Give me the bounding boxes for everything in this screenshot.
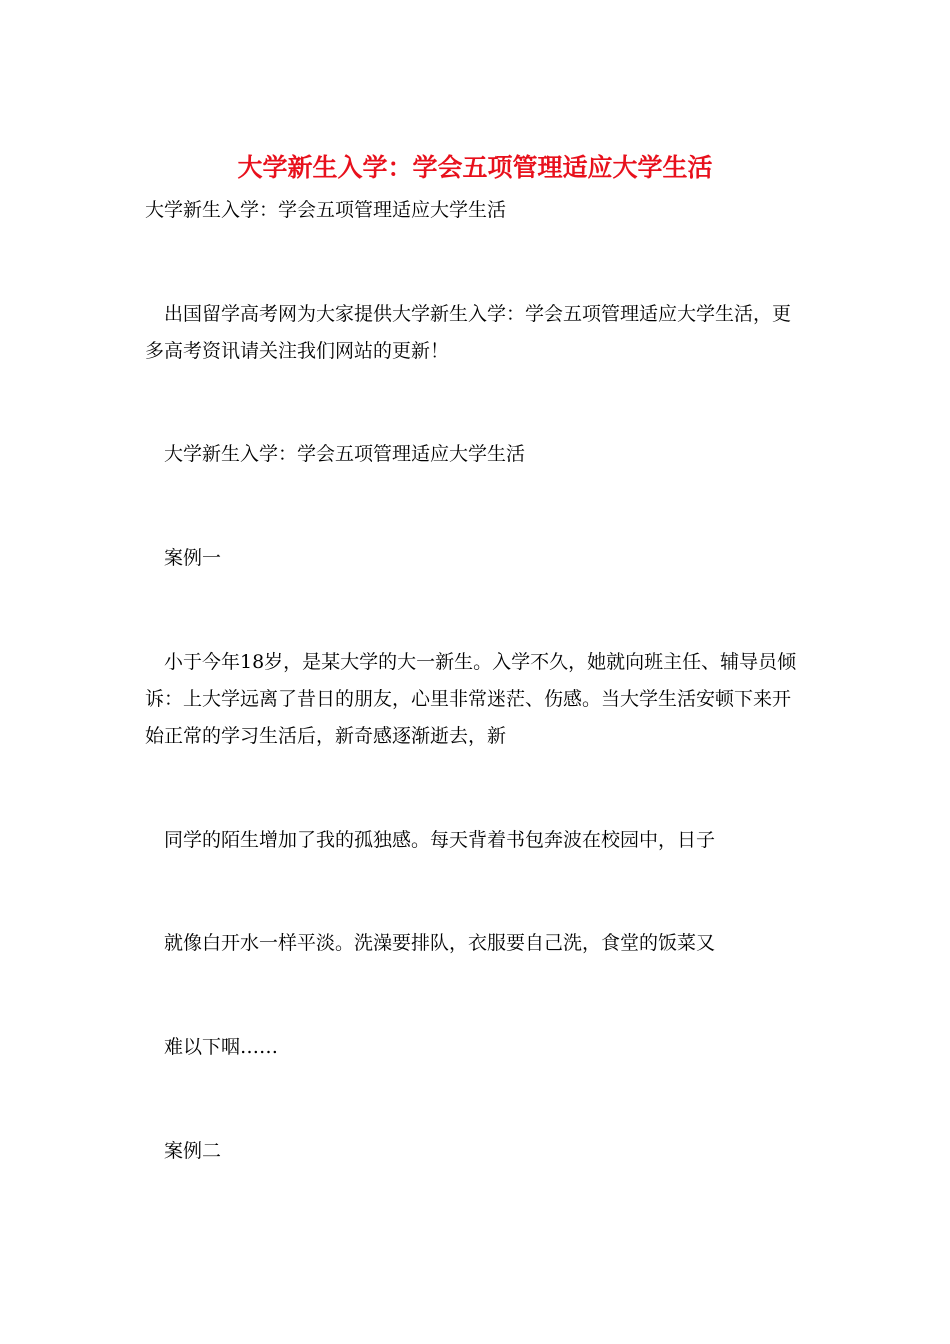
case-one-line-2: 同学的陌生增加了我的孤独感。每天背着书包奔波在校园中，日子 — [164, 829, 716, 851]
case-one-paragraph: 小于今年18岁，是某大学的大一新生。入学不久，她就向班主任、辅导员倾诉：上大学远离了昔日的朋友，心里非常迷茫、伤感。当大学生活安顿下来开始正常的学习生活后，新奇感逐渐逝去，新 — [145, 651, 797, 747]
case-two-label: 案例二 — [164, 1140, 222, 1162]
intro-paragraph: 出国留学高考网为大家提供大学新生入学：学会五项管理适应大学生活，更多高考资讯请关注我们网站的更新！ — [145, 303, 792, 362]
document-title: 大学新生入学：学会五项管理适应大学生活 — [237, 153, 713, 182]
case-one-line-3: 就像白开水一样平淡。洗澡要排队，衣服要自己洗，食堂的饭菜又 — [164, 932, 716, 954]
document-subtitle: 大学新生入学：学会五项管理适应大学生活 — [145, 199, 507, 221]
case-one-label: 案例一 — [164, 547, 222, 569]
section-heading: 大学新生入学：学会五项管理适应大学生活 — [164, 443, 526, 465]
case-one-line-4: 难以下咽…… — [164, 1036, 279, 1058]
